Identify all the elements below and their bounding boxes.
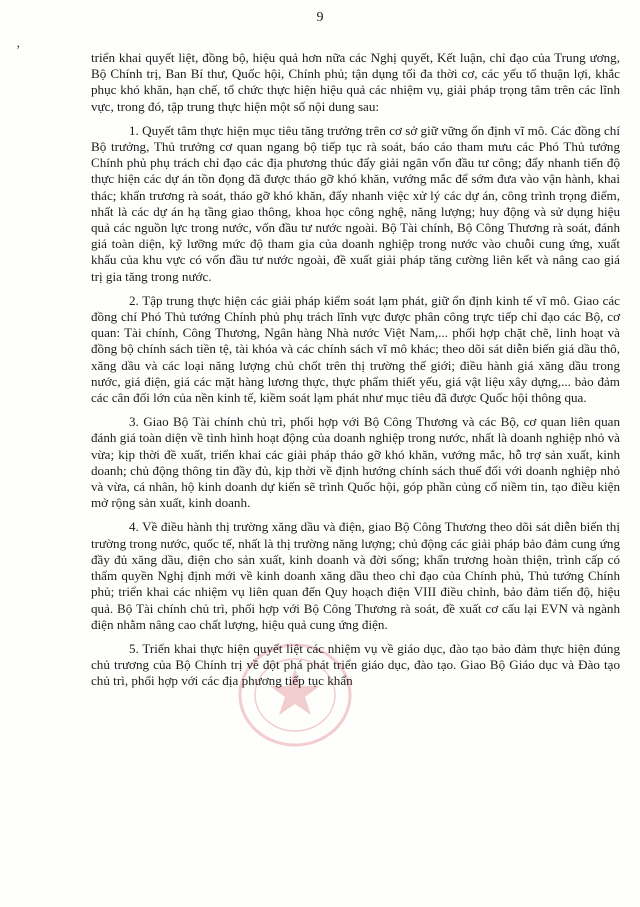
- paragraph-5: 5. Triển khai thực hiện quyết liệt các nhiệm vụ về giáo dục, đào tạo bảo đảm thực hiện đúng chủ trương của Bộ Chính trị về đột phá phát triển giáo dục, đào tạo. Giao Bộ Giáo dục và Đào tạo chủ trì, phối hợp với các địa phương tiếp tục khẩn: [91, 640, 620, 689]
- page-number: 9: [316, 10, 324, 25]
- paragraph-3: 3. Giao Bộ Tài chính chủ trì, phối hợp với Bộ Công Thương và các Bộ, cơ quan liên quan đánh giá toàn diện về tình hình hoạt động của doanh nghiệp trong nước, nhất là doanh nghiệp nhỏ và vừa; kịp thời đề xuất, triển khai các giải pháp tháo gỡ khó khăn, vướng mắc, hỗ trợ sản xuất, kinh doanh; chủ động thông tin đầy đủ, kịp thời về định hướng chính sách thuế đối với doanh nghiệp nhỏ và vừa, cá nhân, hộ kinh doanh dự kiến sẽ trình Quốc hội, góp phần củng cố niềm tin, tạo điều kiện mở rộng sản xuất, kinh doanh.: [91, 414, 620, 511]
- paragraph-2: 2. Tập trung thực hiện các giải pháp kiểm soát lạm phát, giữ ổn định kinh tế vĩ mô. Giao các đồng chí Phó Thủ tướng Chính phủ phụ trách lĩnh vực được phân công trực tiếp chỉ đạo các Bộ, cơ quan: Tài chính, Công Thương, Ngân hàng Nhà nước Việt Nam,... phối hợp chặt chẽ, linh hoạt và đồng bộ chính sách tiền tệ, tài khóa và các chính sách vĩ mô khác; theo dõi sát diễn biến giá dầu thô, xăng dầu và các loại năng lượng chủ chốt trên thị trường thế giới; điều hành giá xăng dầu trong nước, giá điện, giá các mặt hàng lương thực, thực phẩm thiết yếu, giá vật liệu xây dựng,... bảo đảm các cân đối lớn của nền kinh tế, kiềm soát lạm phát như mục tiêu đã được Quốc hội thông qua.: [91, 292, 620, 406]
- document-body: [91, 50, 620, 698]
- paragraph-4: 4. Về điều hành thị trường xăng dầu và điện, giao Bộ Công Thương theo dõi sát diễn biến thị trường trong nước, quốc tế, nhất là thị trường năng lượng; chủ động các giải pháp bảo đảm cung ứng đầy đủ xăng dầu, điện cho sản xuất, kinh doanh và đời sống; khẩn trương hoàn thiện, trình cấp có thẩm quyền Nghị định mới về kinh doanh xăng dầu theo chỉ đạo của Chính phủ, Thủ tướng Chính phủ; triển khai các nhiệm vụ liên quan đến Quy hoạch điện VIII điều chỉnh, bảo đảm tiến độ, hiệu quả. Bộ Tài chính chủ trì, phối hợp với Bộ Công Thương rà soát, đề xuất cơ cấu lại EVN và ngành điện nhằm nâng cao chất lượng, hiệu quả cung ứng điện.: [91, 519, 620, 632]
- paragraph-intro: triển khai quyết liệt, đồng bộ, hiệu quả hơn nữa các Nghị quyết, Kết luận, chỉ đạo của Trung ương, Bộ Chính trị, Ban Bí thư, Quốc hội, Chính phủ; tận dụng tối đa thời cơ, các yếu tố thuận lợi, khắc phục khó khăn, hạn chế, tổ chức thực hiện hiệu quả các nhiệm vụ, giải pháp trọng tâm trên các lĩnh vực, trong đó, tập trung thực hiện một số nội dung sau:: [91, 50, 620, 114]
- paragraph-1: 1. Quyết tâm thực hiện mục tiêu tăng trưởng trên cơ sở giữ vững ổn định vĩ mô. Các đồng chí Bộ trưởng, Thủ trưởng cơ quan ngang bộ tiếp tục rà soát, báo cáo tham mưu các Phó Thủ tướng Chính phủ phụ trách chỉ đạo các địa phương thúc đẩy giải ngân vốn đầu tư công; đẩy nhanh tiến độ thực hiện các dự án tồn đọng đã được tháo gỡ khó khăn, vướng mắc để sớm đưa vào vận hành, khai thác; khẩn trương rà soát, tháo gỡ khó khăn, đẩy nhanh việc xử lý các dự án, công trình trọng điểm, nhất là các dự án hạ tầng giao thông, khoa học công nghệ, năng lượng; huy động và sử dụng hiệu quả các nguồn lực trong nước, vốn đầu tư nước ngoài. Bộ Tài chính, Bộ Công Thương rà soát, đánh giá toàn diện, kỹ lưỡng mức độ tham gia của doanh nghiệp trong nước vào chuỗi cung ứng, xuất khẩu của khu vực có vốn đầu tư nước ngoài, đề xuất giải pháp tăng cường liên kết và nâng cao giá trị gia tăng trong nước.: [91, 122, 620, 284]
- margin-mark: ʼ: [16, 42, 21, 57]
